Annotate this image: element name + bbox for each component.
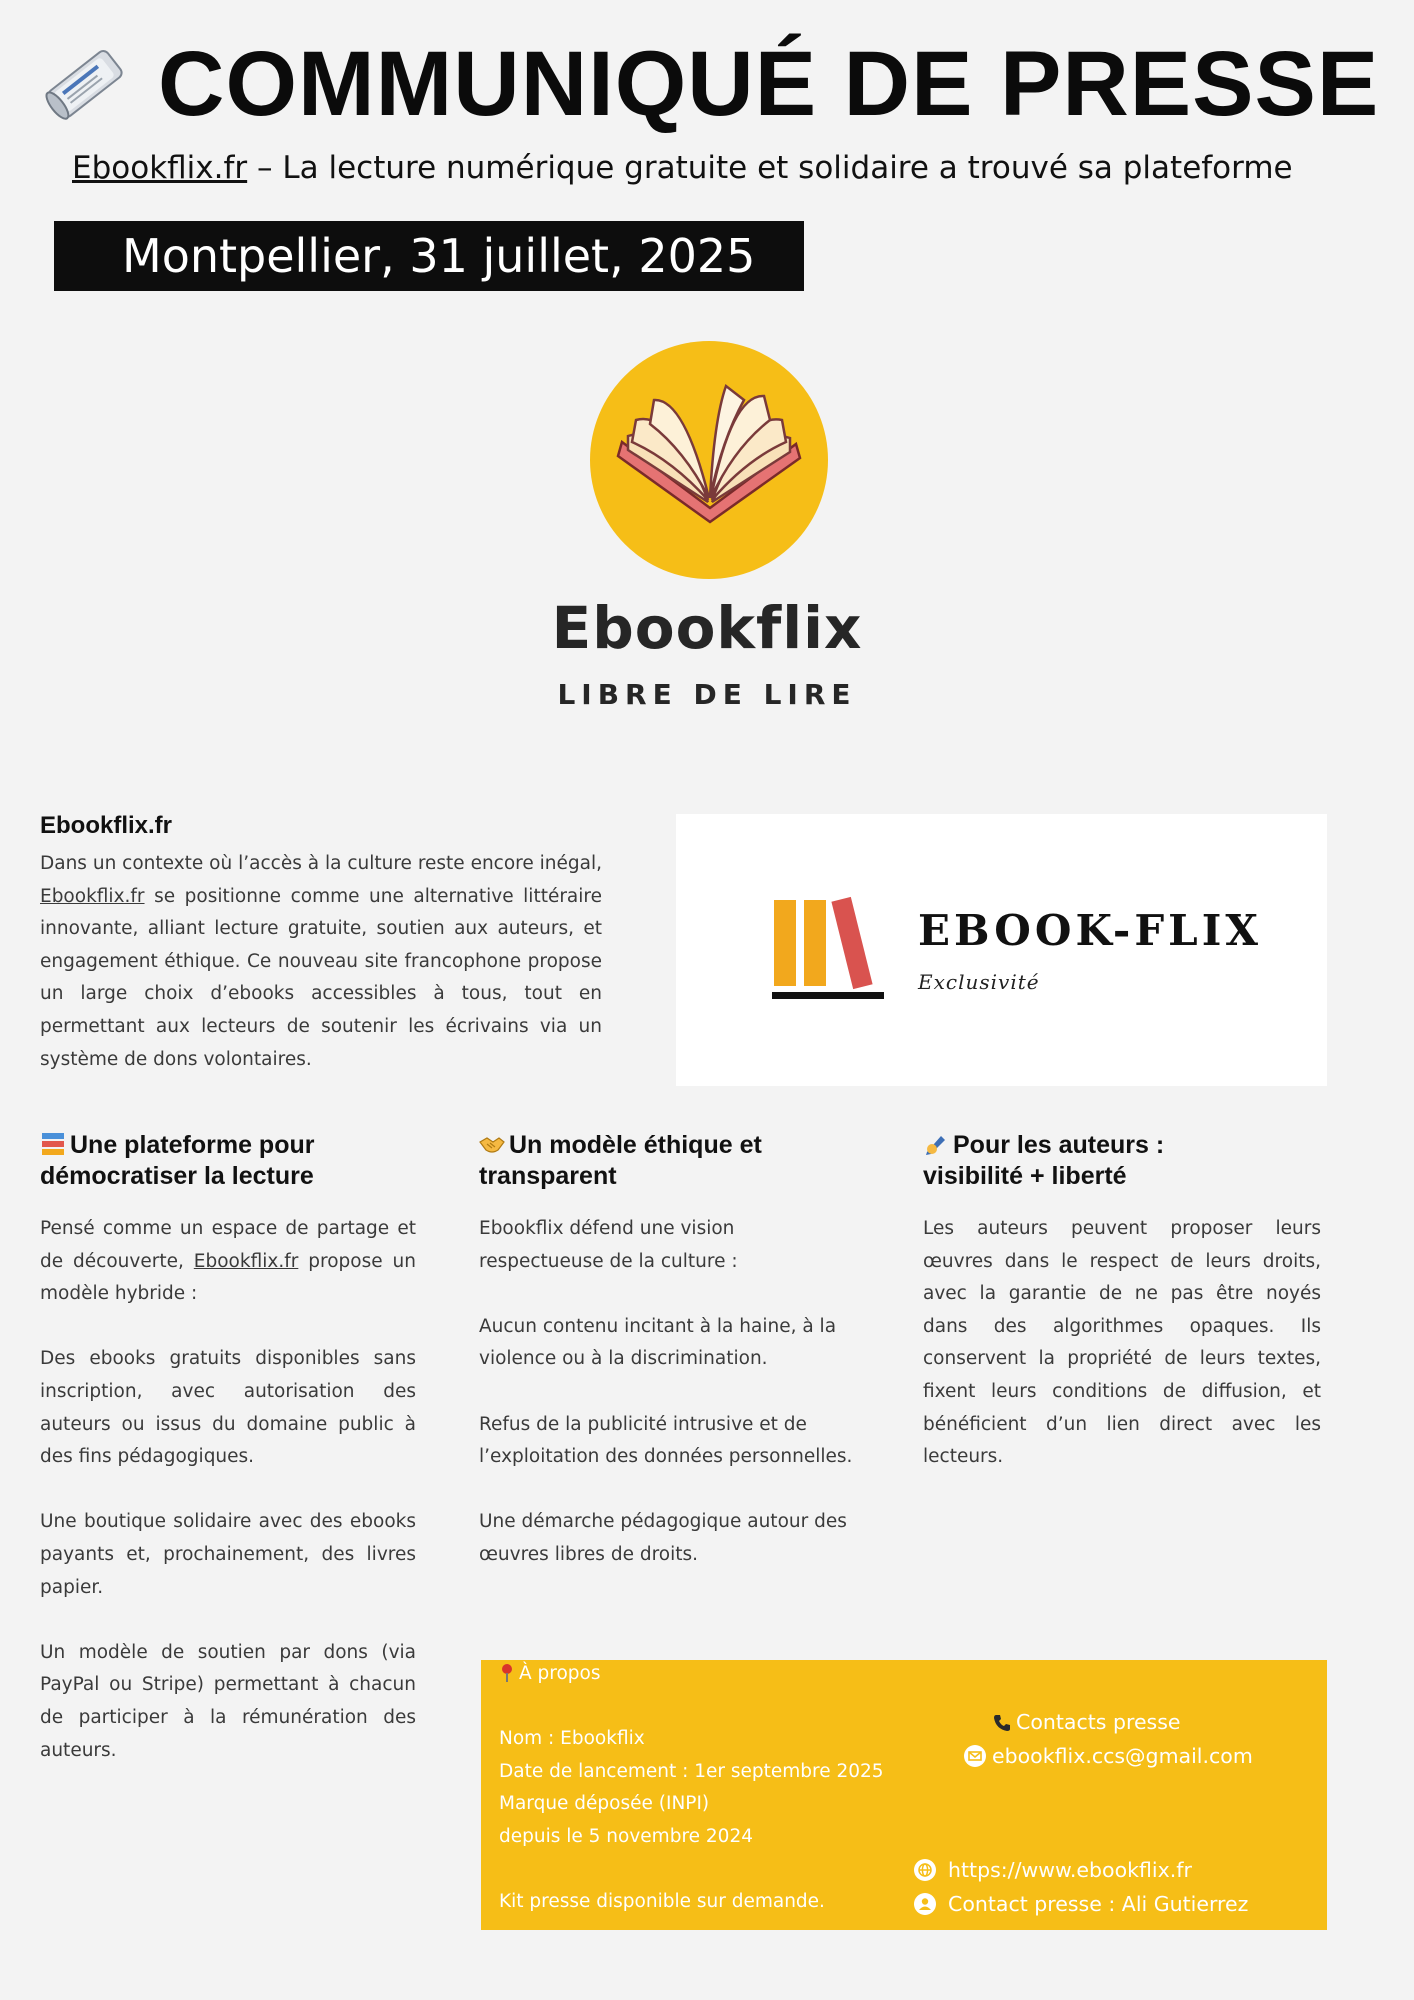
- contact-website-text[interactable]: https://www.ebookflix.fr: [948, 1858, 1192, 1882]
- column1-paragraph: Une boutique solidaire avec des ebooks payants et, prochainement, des livres papier.: [40, 1511, 416, 1598]
- phone-icon: [992, 1713, 1012, 1733]
- column3-body: [923, 1213, 1321, 1506]
- c1-p1-start: Pensé comme un espace de partage et de découverte,: [40, 1218, 416, 1272]
- column3-paragraph: Les auteurs peuvent proposer leurs œuvres dans le respect de leurs droits, avec la garantie de ne pas être noyés dans des algorithmes opaques. Ils conservent la propriété de leurs textes, fixent leurs conditions de diffusion, et bénéficient d’un lien direct avec les lecteurs.: [923, 1218, 1321, 1468]
- dateline: Montpellier, 31 juillet, 2025: [54, 221, 804, 291]
- pushpin-icon: [499, 1663, 515, 1683]
- newspaper-icon: [40, 42, 130, 126]
- intro-link[interactable]: Ebookflix.fr: [40, 885, 145, 907]
- intro-text-end: se positionne comme une alternative littéraire innovante, alliant lecture gratuite, soutien aux auteurs, et engagement éthique. Ce nouveau site francophone propose un large choix d’ebooks accessibles à tous, tout en permettant aux lecteurs de soutenir les écrivains via un système de dons volontaires.: [40, 885, 602, 1070]
- subtitle: [72, 150, 1293, 186]
- column2-title: Un modèle éthique et transparent: [479, 1131, 762, 1190]
- brand-name: Ebookflix: [551, 594, 863, 662]
- contact-email[interactable]: [964, 1740, 1253, 1773]
- column1-title: Une plateforme pour démocratiser la lecture: [40, 1131, 315, 1190]
- handshake-icon: [479, 1132, 505, 1156]
- about-heading: [499, 1658, 884, 1691]
- column2-paragraph: Ebookflix défend une vision respectueuse de la culture :: [479, 1218, 738, 1272]
- brand-tagline: LIBRE DE LIRE: [557, 678, 857, 711]
- about-trademark: Marque déposée (INPI): [499, 1793, 710, 1815]
- page-title: COMMUNIQUÉ DE PRESSE: [158, 33, 1380, 135]
- contacts-heading: [992, 1706, 1181, 1739]
- column2-body: [479, 1213, 859, 1604]
- column1-paragraph: [40, 1213, 416, 1311]
- column1-paragraph: Un modèle de soutien par dons (via PayPal ou Stripe) permettant à chacun de participer à la rémunération des auteurs.: [40, 1641, 416, 1761]
- intro-text-start: Dans un contexte où l’accès à la culture reste encore inégal,: [40, 853, 602, 874]
- contact-person: [914, 1888, 1248, 1921]
- ad-card-subtitle: Exclusivité: [918, 970, 1040, 994]
- about-heading-text: À propos: [519, 1663, 601, 1684]
- column1-heading: [40, 1130, 420, 1192]
- subtitle-link[interactable]: Ebookflix.fr: [72, 150, 248, 186]
- email-icon: [964, 1745, 986, 1767]
- globe-icon: [914, 1859, 936, 1881]
- person-icon: [914, 1893, 936, 1915]
- column3-heading: [923, 1130, 1323, 1192]
- open-book-icon: [614, 380, 804, 540]
- about-kit: Kit presse disponible sur demande.: [499, 1891, 825, 1913]
- column1-body: [40, 1213, 416, 1800]
- books-icon: [40, 1132, 66, 1156]
- c1-link[interactable]: Ebookflix.fr: [193, 1250, 299, 1272]
- ad-card-title: EBOOK-FLIX: [918, 906, 1262, 955]
- about-name: Nom : Ebookflix: [499, 1728, 645, 1750]
- about-since: depuis le 5 novembre 2024: [499, 1825, 753, 1847]
- c1-p1-end: propose un modèle hybride :: [40, 1250, 416, 1305]
- column2-paragraph: Aucun contenu incitant à la haine, à la violence ou à la discrimination.: [479, 1315, 837, 1370]
- contact-person-text: Contact presse : Ali Gutierrez: [948, 1892, 1249, 1916]
- subtitle-text: – La lecture numérique gratuite et solidaire a trouvé sa plateforme: [247, 150, 1293, 186]
- about-details: [499, 1658, 884, 1919]
- contacts-heading-text: Contacts presse: [1016, 1710, 1181, 1734]
- column2-paragraph: Refus de la publicité intrusive et de l’exploitation des données personnelles.: [479, 1413, 853, 1468]
- column1-paragraph: Des ebooks gratuits disponibles sans inscription, avec autorisation des auteurs ou issus du domaine public à des fins pédagogiques.: [40, 1348, 416, 1468]
- column3-title-line1: Pour les auteurs :: [953, 1131, 1165, 1159]
- books-logo-icon: [772, 896, 892, 1006]
- intro-title: Ebookflix.fr: [40, 812, 173, 839]
- column2-heading: [479, 1130, 859, 1192]
- intro-text: [40, 848, 602, 1076]
- about-launch: Date de lancement : 1er septembre 2025: [499, 1760, 884, 1782]
- column3-title-line2: visibilité + liberté: [923, 1162, 1127, 1190]
- contact-website[interactable]: [914, 1854, 1192, 1887]
- writing-hand-icon: [923, 1132, 949, 1156]
- column2-paragraph: Une démarche pédagogique autour des œuvres libres de droits.: [479, 1511, 847, 1565]
- contact-email-text[interactable]: ebookflix.ccs@gmail.com: [992, 1744, 1253, 1768]
